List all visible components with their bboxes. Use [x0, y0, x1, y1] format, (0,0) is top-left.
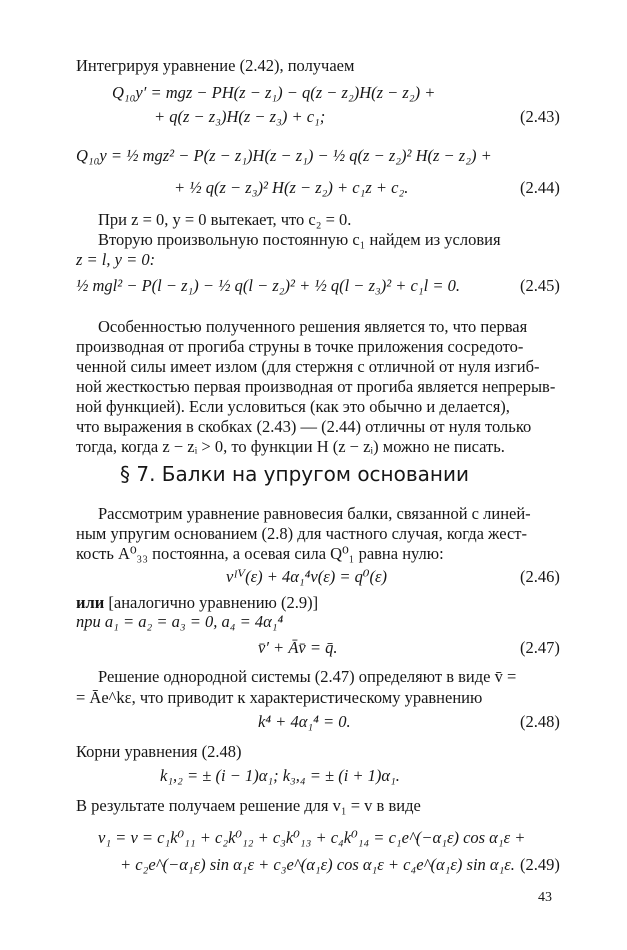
paragraph-line: ной функцией). Если условиться (как это обычно и делается), — [76, 397, 510, 416]
paragraph-line: ной жесткостью первая производная от прогиба является непрерыв- — [76, 377, 556, 396]
paragraph-line: Рассмотрим уравнение равновесия балки, связанной с линей- — [98, 504, 531, 523]
paragraph-line: = Āe^kε, что приводит к характеристическому уравнению — [76, 688, 483, 707]
paragraph-line: ным упругим основанием (2.8) для частного случая, когда жест- — [76, 524, 528, 543]
equation-number: (2.49) — [520, 855, 560, 874]
equation-number: (2.47) — [520, 638, 560, 657]
paragraph-line: Решение однородной системы (2.47) определяют в виде v̄ = — [98, 667, 517, 686]
text-line: Интегрируя уравнение (2.42), получаем — [76, 56, 355, 75]
equation-2-47: v̄′ + Āv̄ = q̄. — [258, 638, 338, 657]
equation-number: (2.48) — [520, 712, 560, 731]
equation-number: (2.45) — [520, 276, 560, 295]
paragraph-line: ченной силы имеет излом (для стержня с отличной от нуля изгиб- — [76, 357, 540, 376]
equation-number: (2.44) — [520, 178, 560, 197]
equation-2-48: k⁴ + 4α₁⁴ = 0. — [258, 712, 351, 731]
equation-2-49-line2: + c₂e^(−α₁ε) sin α₁ε + c₃e^(α₁ε) cos α₁ε + c₄e^(α₁ε) sin α₁ε. — [120, 855, 515, 874]
text-line: В результате получаем решение для v₁ = v в виде — [76, 796, 421, 815]
paragraph-line: кость A⁰₃₃ постоянна, а осевая сила Q⁰₁ равна нулю: — [76, 544, 444, 563]
paragraph-line: тогда, когда z − zᵢ > 0, то функции H (z − zᵢ) можно не писать. — [76, 437, 505, 456]
equation-2-43-line2: + q(z − z₃)H(z − z₃) + c₁; — [154, 107, 326, 126]
equation-number: (2.46) — [520, 567, 560, 586]
equation-2-44-line1: Q₁₀y = ½ mgz² − P(z − z₁)H(z − z₁) − ½ q(z − z₂)² H(z − z₂) + — [76, 146, 492, 165]
analogy-note: [аналогично уравнению (2.9)] — [108, 593, 319, 612]
equation-2-43-line1: Q₁₀y′ = mgz − PH(z − z₁) − q(z − z₂)H(z − z₂) + — [112, 83, 436, 102]
equation-number: (2.43) — [520, 107, 560, 126]
text-line: Корни уравнения (2.48) — [76, 742, 242, 761]
text-line: Вторую произвольную постоянную c₁ найдем из условия — [98, 230, 501, 249]
or-word: или — [76, 593, 105, 612]
equation-2-45: ½ mgl² − P(l − z₁) − ½ q(l − z₂)² + ½ q(l − z₃)² + c₁l = 0. — [76, 276, 460, 295]
paragraph-line: Особенностью полученного решения является то, что первая — [98, 317, 528, 336]
paragraph-line: производная от прогиба струны в точке приложения сосредото- — [76, 337, 524, 356]
text-line: при a₁ = a₂ = a₃ = 0, a₄ = 4α₁⁴ — [76, 612, 284, 631]
equation-2-49-line1: v₁ = v = c₁k⁰₁₁ + c₂k⁰₁₂ + c₃k⁰₁₃ + c₄k⁰₁₄ = c₁e^(−α₁ε) cos α₁ε + — [98, 828, 526, 847]
text-line — [76, 593, 318, 613]
equation-roots: k₁,₂ = ± (i − 1)α₁; k₃,₄ = ± (i + 1)α₁. — [160, 766, 400, 785]
text-line: При z = 0, y = 0 вытекает, что c₂ = 0. — [98, 210, 352, 229]
paragraph-line: что выражения в скобках (2.43) — (2.44) отличны от нуля только — [76, 417, 532, 436]
section-heading: § 7. Балки на упругом основании — [120, 462, 469, 486]
equation-2-46: vᴵⱽ(ε) + 4α₁⁴v(ε) = q⁰(ε) — [226, 567, 387, 586]
page-number: 43 — [538, 890, 552, 905]
equation-2-44-line2: + ½ q(z − z₃)² H(z − z₂) + c₁z + c₂. — [174, 178, 409, 197]
text-line: z = l, y = 0: — [76, 250, 156, 269]
